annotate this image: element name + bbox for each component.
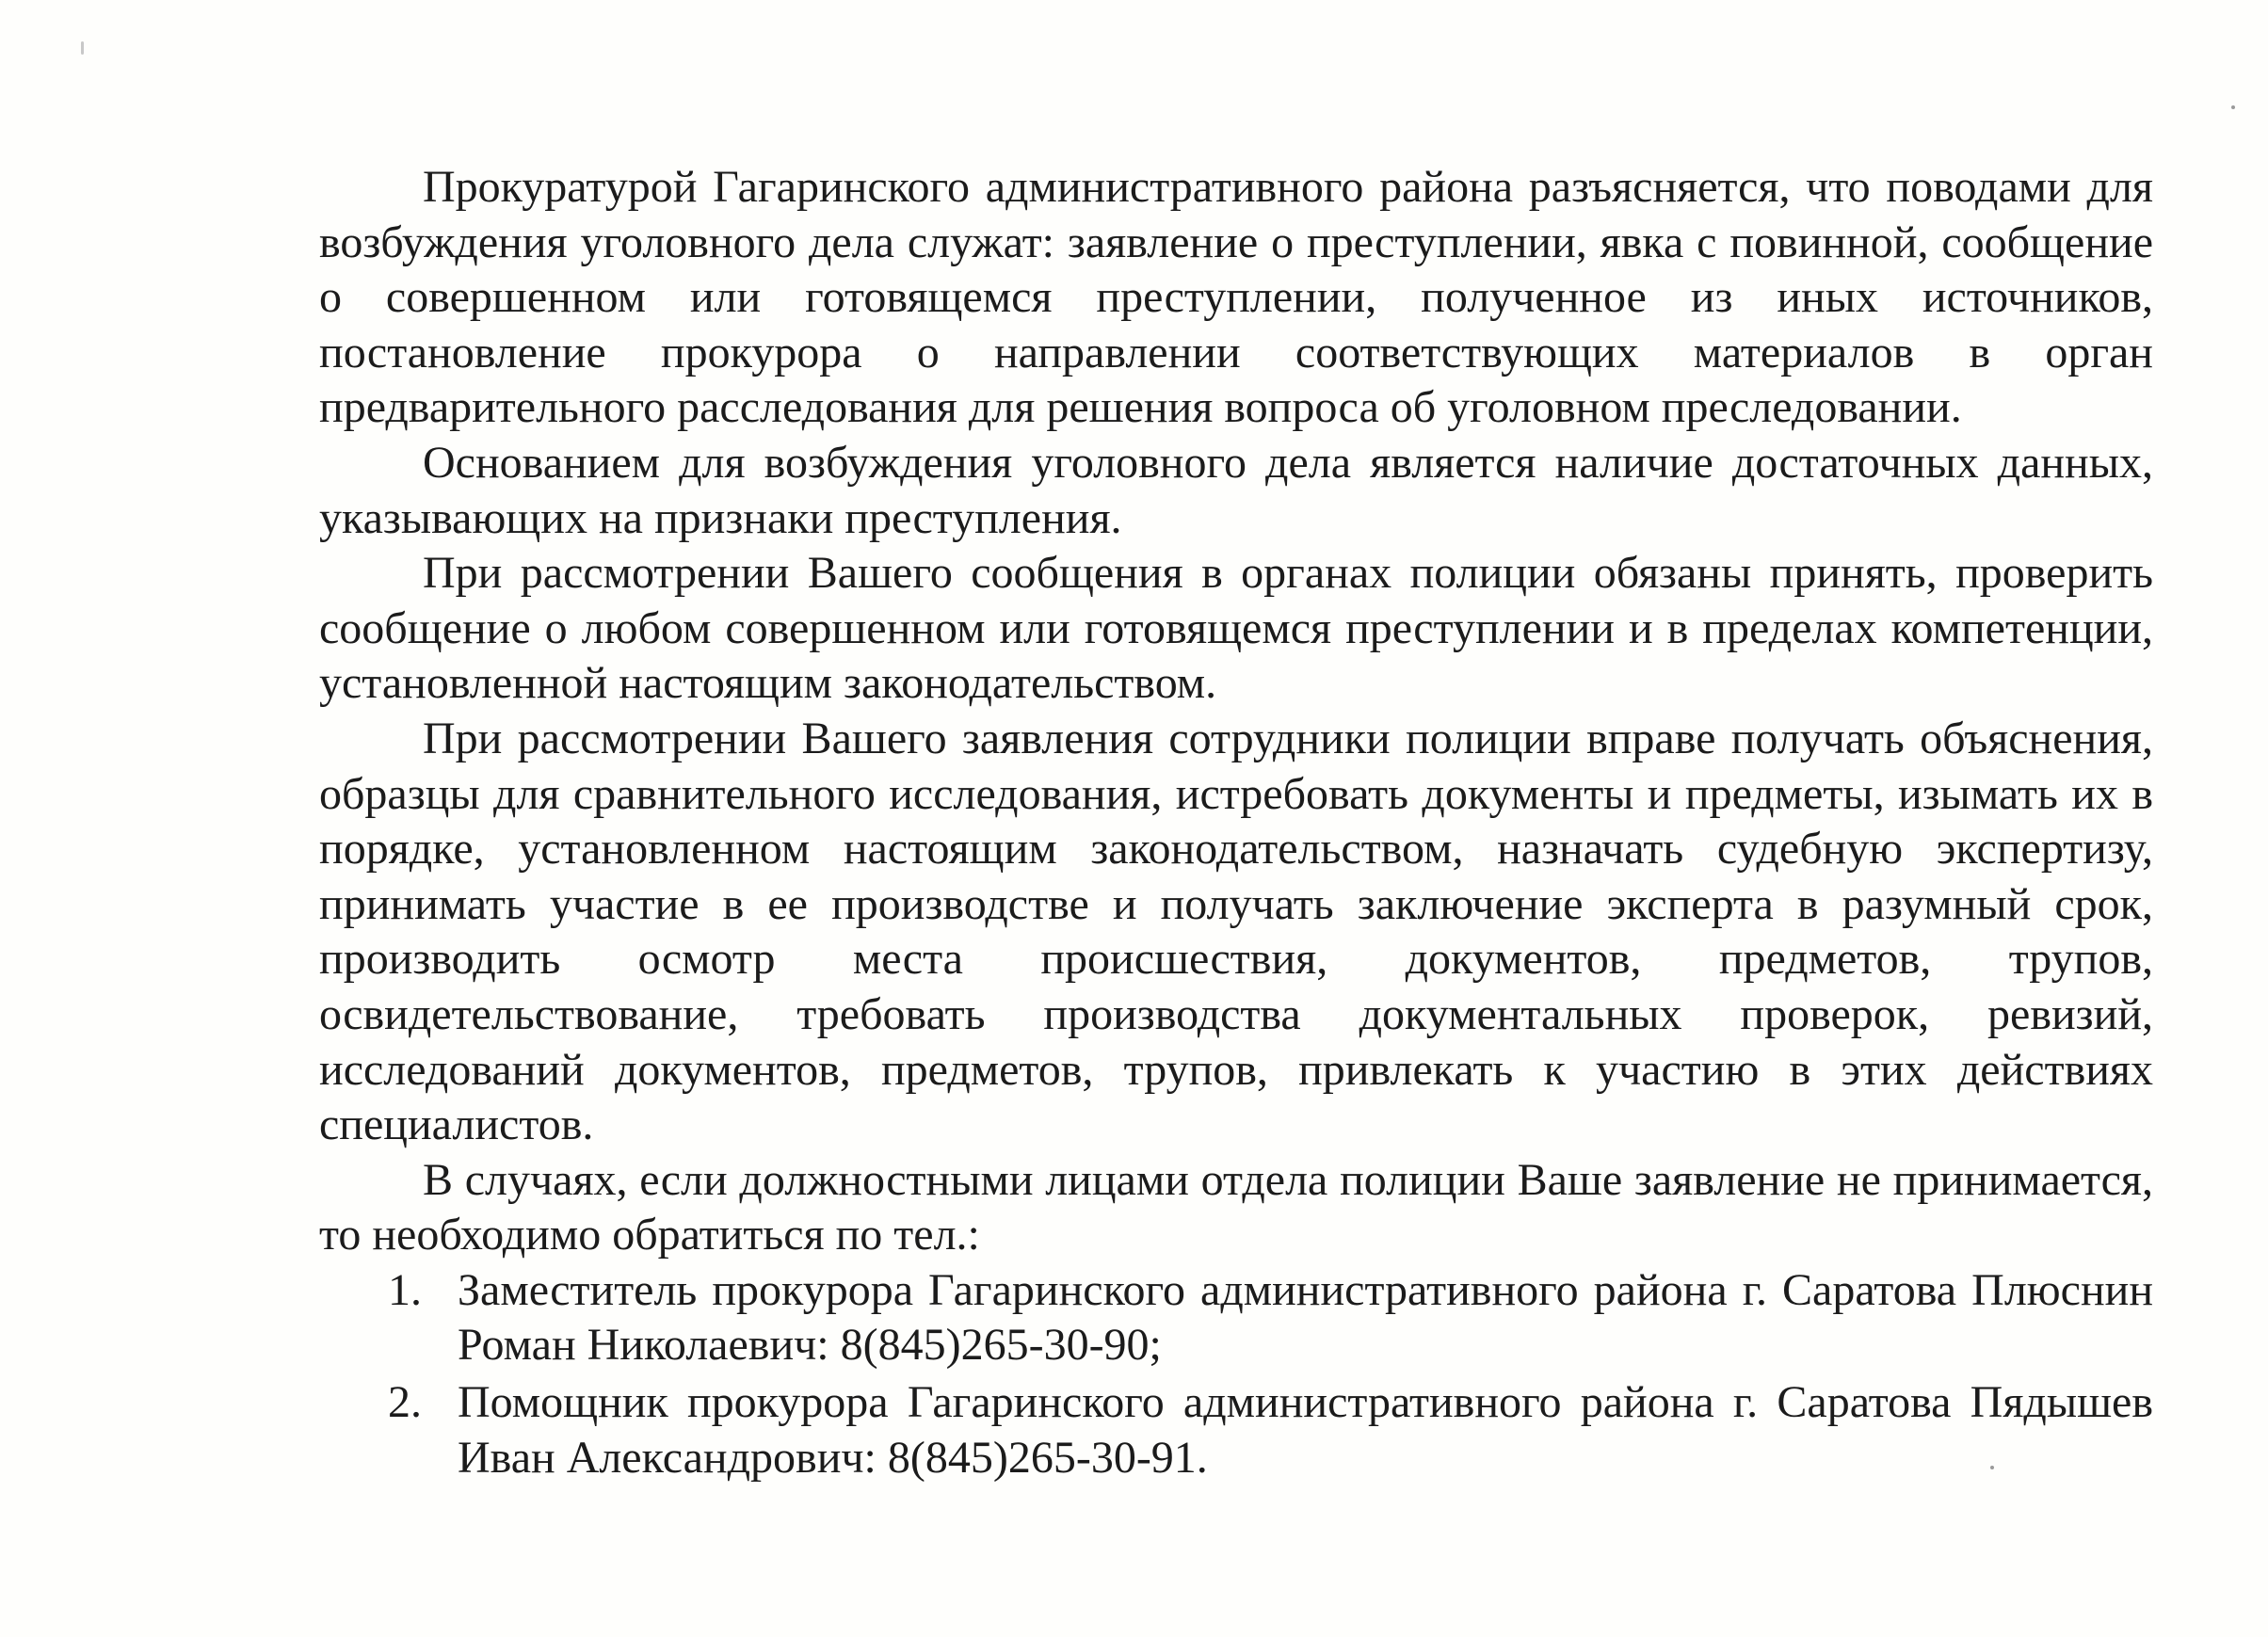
paragraph-police-duties: При рассмотрении Вашего сообщения в органах полиции обязаны принять, проверить сообщение о любом совершенном или готовящемся преступлении и в пределах компетенции, установленной настоящим законодательством. [319, 548, 2153, 709]
paragraph-refusal: В случаях, если должностными лицами отдела полиции Ваше заявление не принимается, то необходимо обратиться по тел.: [319, 1154, 2153, 1260]
paragraph-grounds: Прокуратурой Гагаринского административного района разъясняется, что поводами для возбуждения уголовного дела служат: заявление о преступлении, явка с повинной, сообщение о совершенном или готовящемся преступлении, полученное из иных источников, постановление прокурора о направлении соответствующих материалов в орган предварительного расследования для решения вопроса об уголовном преследовании. [319, 162, 2153, 433]
contact-number: 1. [388, 1264, 422, 1315]
contact-item-assistant-prosecutor [319, 1375, 2153, 1485]
scan-speck [81, 41, 84, 55]
paragraph-police-rights: При рассмотрении Вашего заявления сотрудники полиции вправе получать объяснения, образцы для сравнительного исследования, истребовать документы и предметы, изымать их в порядке, установленном настоящим законодательством, назначать судебную экспертизу, принимать участие в ее производстве и получать заключение эксперта в разумный срок, производить осмотр места происшествия, документов, предметов, трупов, освидетельствование, требовать производства документальных проверок, ревизий, исследований документов, предметов, трупов, привлекать к участию в этих действиях специалистов. [319, 713, 2153, 1150]
contact-number: 2. [388, 1377, 422, 1428]
contact-text: Заместитель прокурора Гагаринского административного района г. Саратова Плюснин Роман Николаевич: 8(845)265-30-90; [458, 1264, 2153, 1371]
contact-item-deputy-prosecutor [319, 1263, 2153, 1373]
scan-speck [2231, 105, 2235, 109]
paragraph-basis: Основанием для возбуждения уголовного дела является наличие достаточных данных, указывающих на признаки преступления. [319, 437, 2153, 543]
document-body [319, 160, 2153, 1487]
contact-list [319, 1263, 2153, 1485]
contact-text: Помощник прокурора Гагаринского административного района г. Саратова Пядышев Иван Александрович: 8(845)265-30-91. [458, 1377, 2153, 1483]
